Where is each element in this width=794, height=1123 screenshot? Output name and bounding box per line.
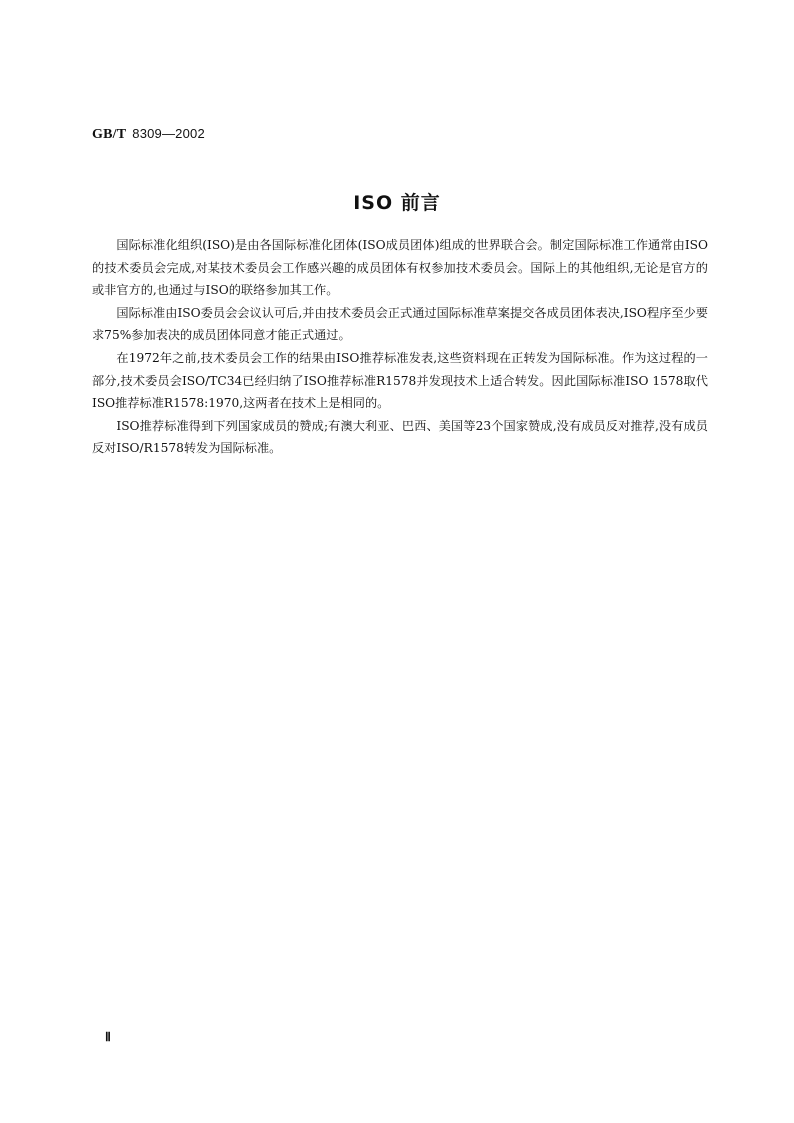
page-number: Ⅱ bbox=[105, 1030, 111, 1044]
paragraph-1: 国际标准化组织(ISO)是由各国际标准化团体(ISO成员团体)组成的世界联合会。制定国际标准工作通常由ISO的技术委员会完成,对某技术委员会工作感兴趣的成员团体有权参加技术委员会。国际上的其他组织,无论是官方的或非官方的,也通过与ISO的联络参加其工作。 bbox=[92, 238, 708, 298]
paragraph-4: ISO推荐标准得到下列国家成员的赞成;有澳大利亚、巴西、美国等23个国家赞成,没有成员反对推荐,没有成员反对ISO/R1578转发为国际标准。 bbox=[92, 418, 708, 456]
standard-number: 8309—2002 bbox=[132, 126, 205, 141]
document-code bbox=[92, 126, 205, 143]
paragraph-2: 国际标准由ISO委员会会议认可后,并由技术委员会正式通过国际标准草案提交各成员团体表决,ISO程序至少要求75%参加表决的成员团体同意才能正式通过。 bbox=[92, 305, 708, 343]
foreword-body bbox=[92, 234, 708, 460]
standard-prefix: GB/T bbox=[92, 127, 127, 142]
page-title: ISO 前言 bbox=[353, 192, 441, 214]
paragraph-3: 在1972年之前,技术委员会工作的结果由ISO推荐标准发表,这些资料现在正转发为国际标准。作为这过程的一部分,技术委员会ISO/TC34已经归纳了ISO推荐标准R1578并发现技术上适合转发。因此国际标准ISO 1578取代ISO推荐标准R1578:1970,这两者在技术上是相同的。 bbox=[92, 350, 708, 411]
